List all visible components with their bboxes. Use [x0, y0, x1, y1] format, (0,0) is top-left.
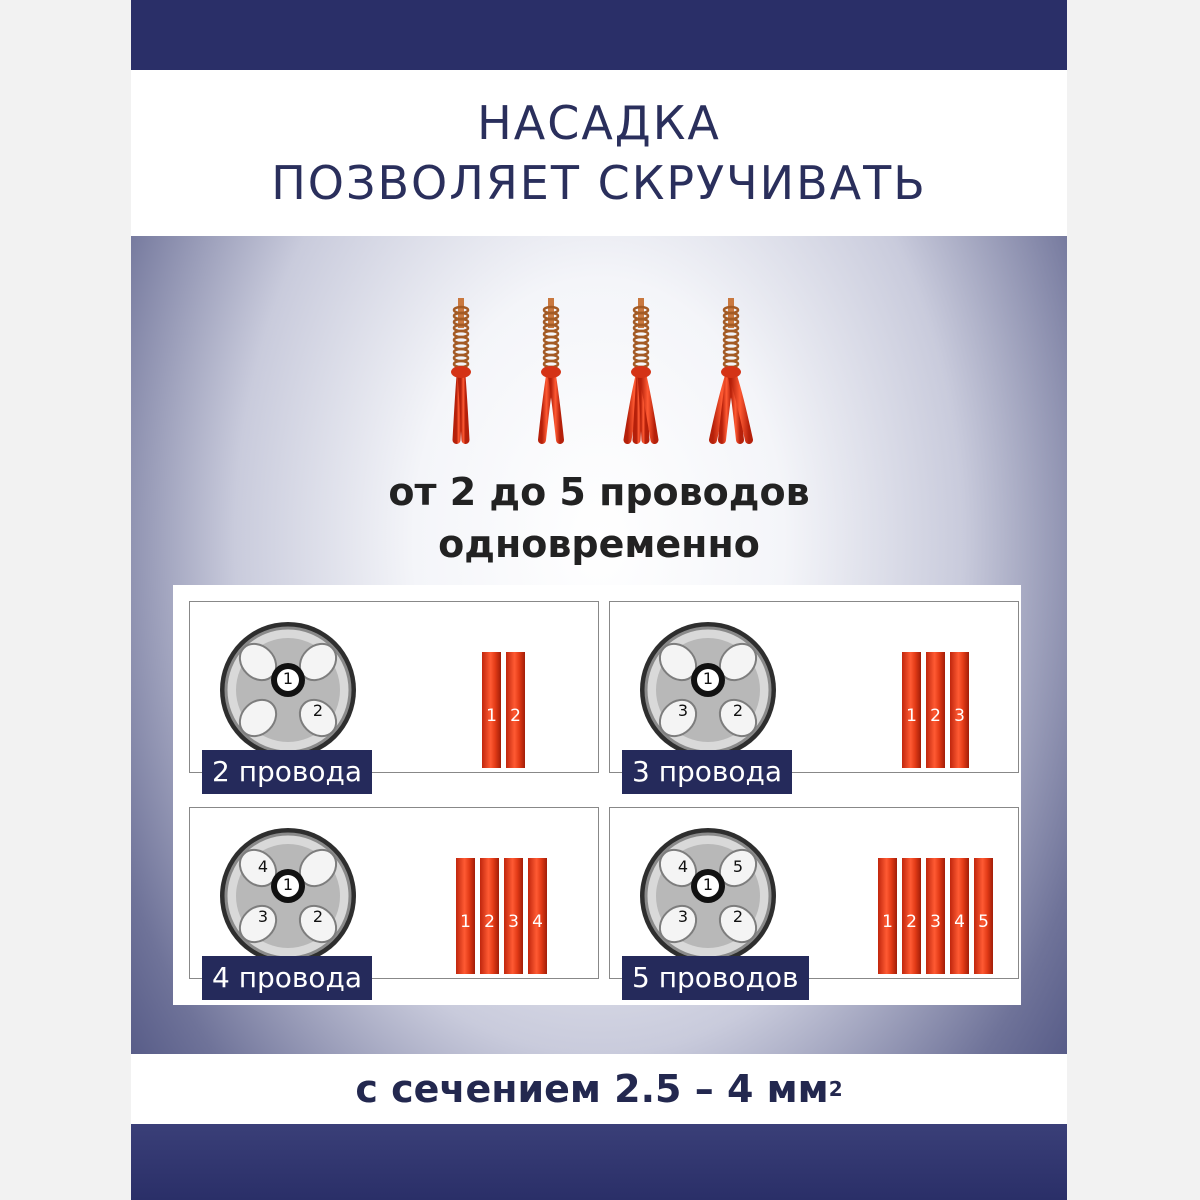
wire-bar-number: 2: [930, 706, 941, 726]
wire-bar-number: 2: [510, 706, 521, 726]
wheel-hole-number: 3: [257, 907, 269, 926]
wire-bar-number: 1: [882, 912, 893, 932]
twisted-wire-bundle: [451, 298, 471, 440]
variant-label: 4 провода: [202, 956, 372, 1000]
wheel-hole-number: 2: [312, 701, 324, 720]
nozzle-wheel-icon: [218, 826, 358, 966]
wire-bar: [950, 858, 969, 974]
wire-bar: [482, 652, 501, 768]
variant-label: 2 провода: [202, 750, 372, 794]
wire-bar-number: 3: [508, 912, 519, 932]
wire-bar: [926, 858, 945, 974]
wheel-hole-number: 2: [732, 701, 744, 720]
wire-bar-number: 1: [486, 706, 497, 726]
bottom-band: [131, 1124, 1067, 1200]
wire-bar-number: 5: [978, 912, 989, 932]
wire-bar: [480, 858, 499, 974]
wire-bar-number: 1: [460, 912, 471, 932]
nozzle-wheel-icon: [218, 620, 358, 760]
wire-bars: [878, 858, 993, 974]
wire-bar: [950, 652, 969, 768]
twisted-wires-illustration: [421, 290, 781, 450]
twisted-wire-bundle: [541, 298, 561, 440]
title-line-2: ПОЗВОЛЯЕТ СКРУЧИВАТЬ: [271, 156, 927, 210]
wheel-hole-number: 4: [677, 857, 689, 876]
wire-bar-number: 1: [906, 706, 917, 726]
subtitle: [131, 466, 1067, 570]
wire-bar-number: 4: [954, 912, 965, 932]
wire-bar: [926, 652, 945, 768]
wheel-hole-number: 1: [282, 669, 294, 688]
footer-text: с сечением 2.5 – 4 мм: [355, 1067, 829, 1111]
twisted-wire-bundle: [628, 298, 655, 440]
wire-bars: [456, 858, 547, 974]
wire-bar-number: 2: [484, 912, 495, 932]
wire-bar-number: 3: [954, 706, 965, 726]
twisted-wire-bundle: [713, 298, 749, 440]
wheel-hole-number: 3: [677, 701, 689, 720]
subtitle-line-2: одновременно: [438, 522, 760, 566]
title-box: [131, 70, 1067, 236]
wire-bar: [456, 858, 475, 974]
variant-4-wires: [189, 807, 599, 994]
wheel-hole-number: 3: [677, 907, 689, 926]
footer-unit-superscript: 2: [828, 1077, 843, 1101]
title-line-1: НАСАДКА: [477, 96, 721, 150]
wheel-hole-number: 2: [312, 907, 324, 926]
variant-5-wires: [609, 807, 1019, 994]
variants-panel: [173, 585, 1021, 1005]
product-card: [131, 0, 1067, 1200]
wire-bar: [878, 858, 897, 974]
variant-label: 3 провода: [622, 750, 792, 794]
variant-3-wires: [609, 601, 1019, 788]
wire-bar: [528, 858, 547, 974]
footer-caption: [131, 1054, 1067, 1124]
nozzle-wheel-icon: [638, 826, 778, 966]
variant-2-wires: [189, 601, 599, 788]
wire-bar: [506, 652, 525, 768]
wire-bar-number: 3: [930, 912, 941, 932]
wire-bar: [902, 858, 921, 974]
subtitle-line-1: от 2 до 5 проводов: [388, 470, 810, 514]
wire-bar-number: 2: [906, 912, 917, 932]
wheel-hole-number: 2: [732, 907, 744, 926]
wire-bar-number: 4: [532, 912, 543, 932]
wheel-hole-number: 5: [732, 857, 744, 876]
variant-label: 5 проводов: [622, 956, 809, 1000]
wire-bars: [902, 652, 969, 768]
wheel-hole-number: 1: [282, 875, 294, 894]
wheel-hole-number: 1: [702, 875, 714, 894]
top-band: [131, 0, 1067, 70]
wire-bar: [902, 652, 921, 768]
wire-bar: [504, 858, 523, 974]
wheel-hole-number: 4: [257, 857, 269, 876]
wire-bar: [974, 858, 993, 974]
wire-bars: [482, 652, 525, 768]
nozzle-wheel-icon: [638, 620, 778, 760]
wheel-hole-number: 1: [702, 669, 714, 688]
